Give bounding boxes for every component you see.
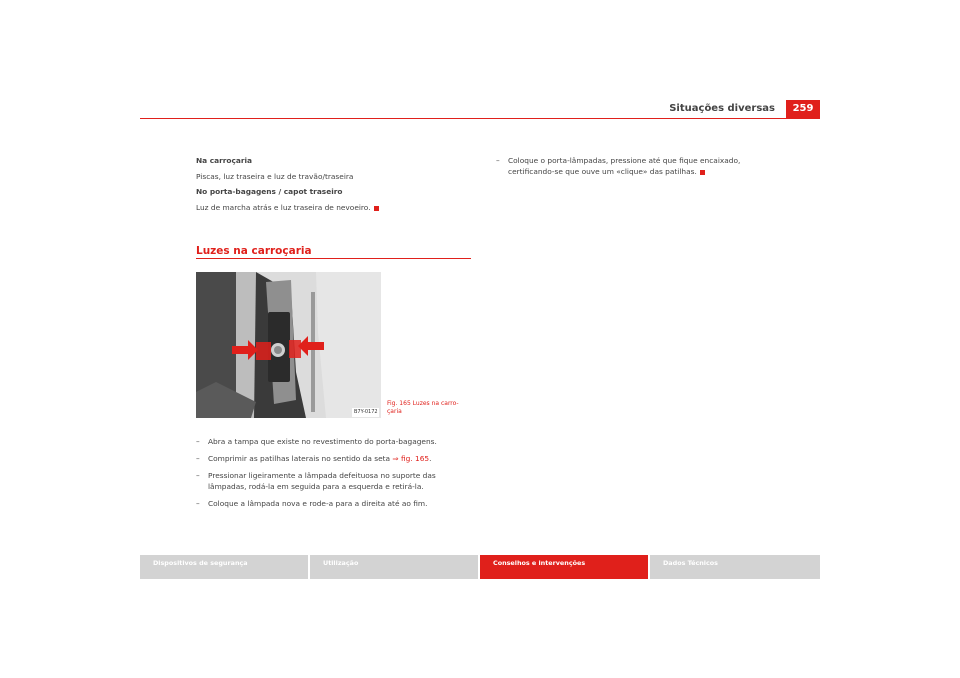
step-text: Pressionar ligeiramente a lâmpada defeituosa no suporte das lâmpadas, rodá-la em seguida para a esquerda e retirá-la. (208, 471, 436, 492)
figure-code: B7Y-0172 (354, 409, 378, 415)
section-heading: Luzes na carroçaria (196, 245, 312, 257)
section-divider (196, 258, 471, 259)
intro-block (196, 156, 471, 219)
end-of-section-marker (374, 206, 379, 211)
intro-boot-lights-para (196, 203, 471, 214)
instruction-step (196, 498, 476, 509)
figure-165-image (196, 272, 381, 418)
end-of-section-marker (700, 170, 705, 175)
step-text: Comprimir as patilhas laterais no sentido da seta (208, 454, 393, 464)
step-text: Abra a tampa que existe no revestimento do porta-bagagens. (208, 437, 437, 446)
footer-tab-safety[interactable]: Dispositivos de segurança (140, 555, 308, 579)
intro-bodywork-lights: Piscas, luz traseira e luz de travão/traseira (196, 171, 354, 181)
instruction-list-right (496, 155, 781, 183)
step-dash: – (196, 499, 200, 509)
instruction-step (496, 155, 781, 177)
footer-tab-usage[interactable]: Utilização (310, 555, 478, 579)
figure-caption: Fig. 165 Luzes na carro- çaria (387, 400, 459, 415)
step-dash: – (196, 471, 200, 481)
page-number: 259 (786, 100, 820, 118)
instruction-step (196, 453, 476, 464)
step-text: Coloque a lâmpada nova e rode-a para a direita até ao fim. (208, 499, 428, 509)
instruction-step (196, 436, 476, 447)
footer-tab-advice[interactable]: Conselhos e intervenções (480, 555, 648, 579)
step-text: Coloque o porta-lâmpadas, pressione até que fique encaixado, certificando-se que ouve um «clique» das patilhas. (508, 156, 741, 177)
step-text-end: . (429, 454, 432, 464)
intro-boot-lights: Luz de marcha atrás e luz traseira de nevoeiro. (196, 203, 371, 213)
instruction-step (196, 470, 476, 492)
header-divider (140, 118, 820, 119)
step-dash: – (496, 156, 500, 165)
instruction-list-left (196, 436, 476, 516)
step-dash: – (196, 454, 200, 464)
intro-heading-boot: No porta-bagagens / capot traseiro (196, 187, 343, 197)
figure-reference-link[interactable]: ⇒ fig. 165 (392, 454, 430, 464)
figure-illustration (196, 272, 381, 418)
step-dash: – (196, 437, 200, 446)
intro-heading-bodywork: Na carroçaria (196, 156, 253, 165)
running-header-title: Situações diversas (669, 103, 775, 114)
footer-tab-technical-data[interactable]: Dados Técnicos (650, 555, 820, 579)
